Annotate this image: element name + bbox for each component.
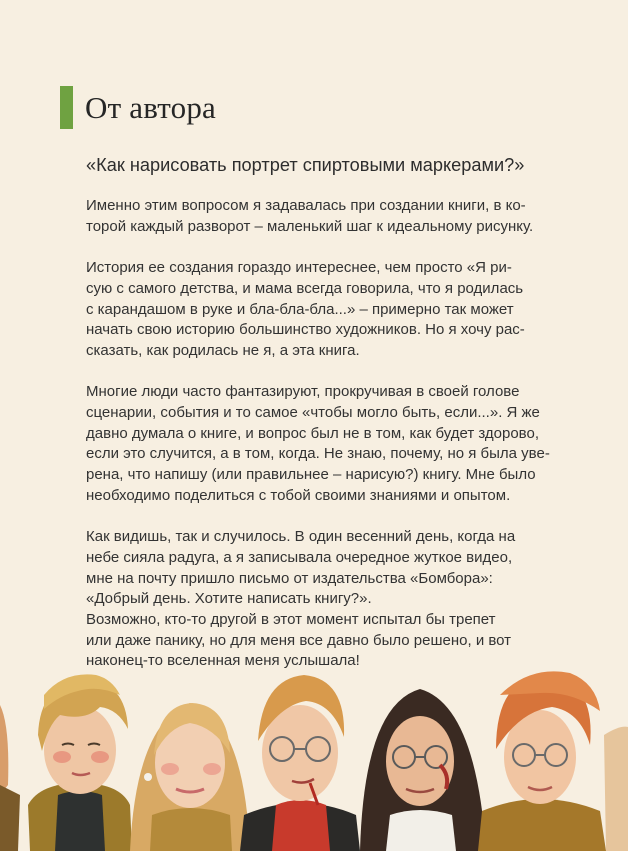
text-line: или даже панику, но для меня все давно было решено, и вот [86, 631, 512, 649]
heading-block [60, 86, 216, 129]
text-line: с карандашом в руке и бла-бла-бла...» – примерно так может [86, 300, 514, 318]
green-accent-bar [60, 86, 73, 129]
subtitle-question: «Как нарисовать портрет спиртовыми маркерами?» [86, 155, 525, 175]
text-line: сценарии, события и то самое «чтобы могло быть, если...». Я же [86, 404, 540, 421]
text-line: небе сияла радуга, а я записывала очередное жуткое видео, [86, 548, 513, 566]
portrait-dark-haired-man [360, 689, 486, 851]
text-line: Как видишь, так и случилось. В один весенний день, когда на [86, 528, 516, 546]
portrait-blonde-woman [130, 703, 250, 851]
portrait-edge-left [0, 705, 20, 851]
paragraph [86, 258, 572, 362]
text-line: сую с самого детства, и мама всегда говорила, что я родилась [86, 279, 524, 297]
portrait-man-glasses-scarf [240, 675, 360, 851]
text-line: «Добрый день. Хотите написать книгу?». [86, 590, 372, 608]
page-title: От автора [85, 89, 217, 125]
paragraph [86, 382, 572, 506]
text-line: давно думала о книге, и вопрос был не в том, как будет здорово, [86, 424, 539, 442]
paragraph [86, 196, 572, 237]
text-line: рена, что напишу (или правильнее – нарисую?) книгу. Мне было [86, 466, 536, 484]
text-line: наконец-то вселенная меня услышала! [86, 652, 360, 670]
portrait-blond-man [28, 674, 132, 851]
text-line: Многие люди часто фантазируют, прокручивая в своей голове [86, 383, 520, 401]
text-line: необходимо поделиться с тобой своими знаниями и опытом. [86, 486, 511, 504]
text-line: сказать, как родилась не я, а эта книга. [86, 341, 360, 359]
text-line: Именно этим вопросом я задавалась при создании книги, в ко- [86, 197, 526, 214]
paragraph [86, 527, 572, 672]
portrait-redhead-man [478, 671, 606, 851]
portrait-edge-right [604, 727, 628, 851]
text-line: если это случится, а в том, когда. Не знаю, почему, но я была уве- [86, 445, 550, 463]
text-line: торой каждый разворот – маленький шаг к идеальному рисунку. [86, 217, 534, 235]
text-line: Возможно, кто-то другой в этот момент испытал бы трепет [86, 611, 496, 629]
text-line: начать свою историю большинство художников. Но я хочу рас- [86, 321, 525, 339]
body-text [86, 196, 572, 693]
character-portraits-illustration [0, 665, 628, 851]
text-line: История ее создания гораздо интереснее, чем просто «Я ри- [86, 259, 512, 277]
text-line: мне на почту пришло письмо от издательства «Бомбора»: [86, 569, 493, 587]
